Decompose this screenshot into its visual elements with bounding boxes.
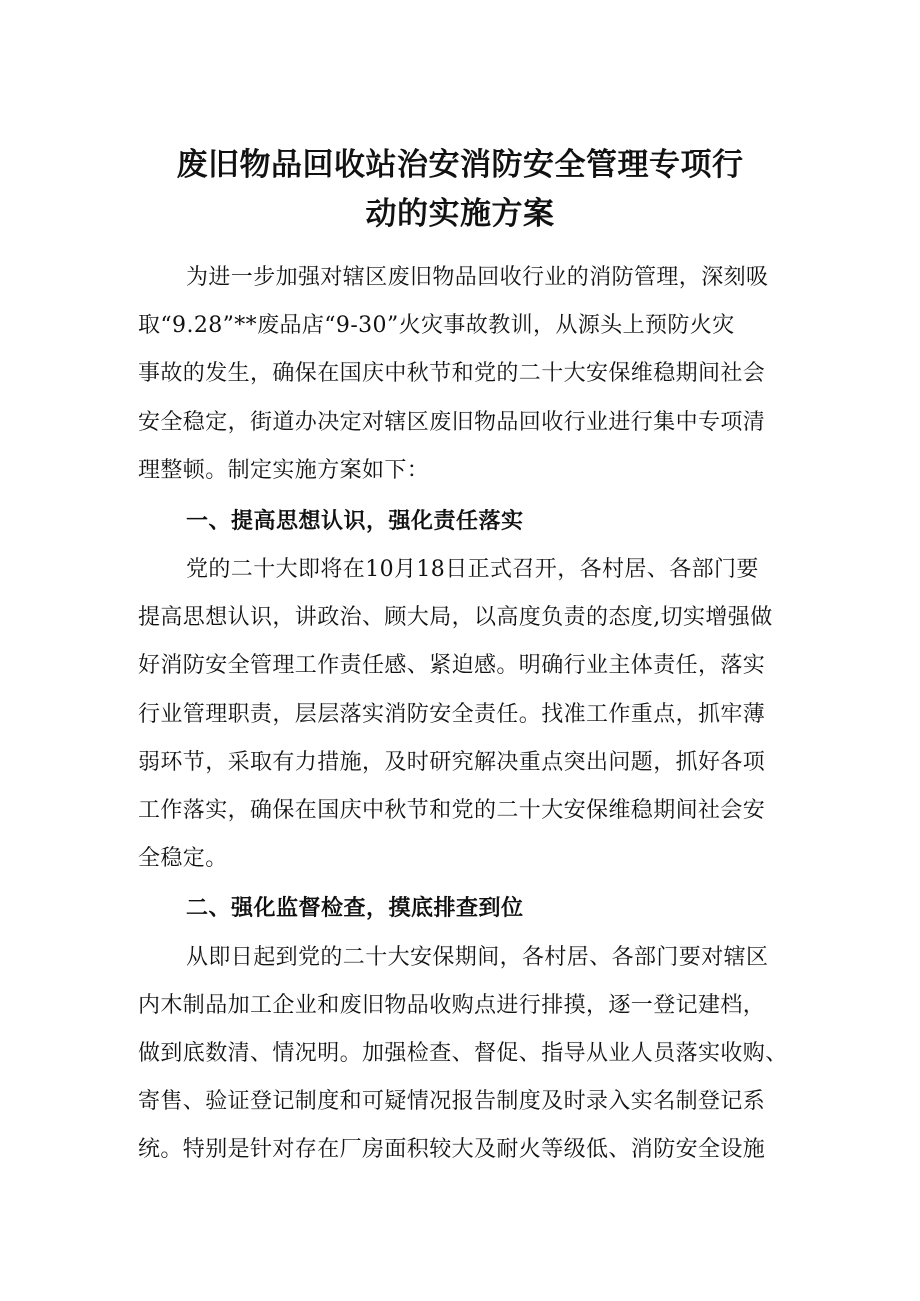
section-2-line-3: 做到底数清、情况明。加强检查、督促、指导从业人员落实收购、: [138, 1041, 788, 1066]
section-2-heading: 二、强化监督检查，摸底排查到位: [186, 896, 524, 921]
section-1-line-4: 行业管理职责，层层落实消防安全责任。找准工作重点，抓牢薄: [138, 702, 766, 727]
intro-line-4: 安全稳定，街道办决定对辖区废旧物品回收行业进行集中专项清: [138, 410, 766, 435]
section-1-line-1: 党的二十大即将在10月18日正式召开，各村居、各部门要: [186, 557, 759, 582]
section-1-heading: 一、提高思想认识，强化责任落实: [186, 509, 524, 534]
intro-line-3: 事故的发生，确保在国庆中秋节和党的二十大安保维稳期间社会: [138, 361, 766, 386]
section-1-line-5: 弱环节，采取有力措施，及时研究解决重点突出问题，抓好各项: [138, 750, 766, 775]
intro-line-2: 取“9.28”**废品店“9-30”火灾事故教训，从源头上预防火灾: [138, 313, 735, 338]
section-1-line-3: 好消防安全管理工作责任感、紧迫感。明确行业主体责任，落实: [138, 653, 766, 678]
section-2-line-1: 从即日起到党的二十大安保期间，各村居、各部门要对辖区: [186, 945, 769, 970]
document-title-line-1: 废旧物品回收站治安消防安全管理专项行: [176, 147, 744, 183]
intro-line-1: 为进一步加强对辖区废旧物品回收行业的消防管理，深刻吸: [186, 265, 769, 290]
section-1-line-7: 全稳定。: [138, 846, 228, 871]
section-2-line-5: 统。特别是针对存在厂房面积较大及耐火等级低、消防安全设施: [138, 1137, 766, 1162]
section-1-line-6: 工作落实，确保在国庆中秋节和党的二十大安保维稳期间社会安: [138, 798, 766, 823]
intro-line-5: 理整顿。制定实施方案如下：: [138, 458, 430, 483]
section-2-line-4: 寄售、验证登记制度和可疑情况报告制度及时录入实名制登记系: [138, 1089, 766, 1114]
section-2-line-2: 内木制品加工企业和废旧物品收购点进行排摸，逐一登记建档，: [138, 993, 766, 1018]
document-title-line-2: 动的实施方案: [365, 196, 555, 232]
section-1-line-2: 提高思想认识，讲政治、顾大局，以高度负责的态度,切实增强做: [138, 605, 773, 630]
